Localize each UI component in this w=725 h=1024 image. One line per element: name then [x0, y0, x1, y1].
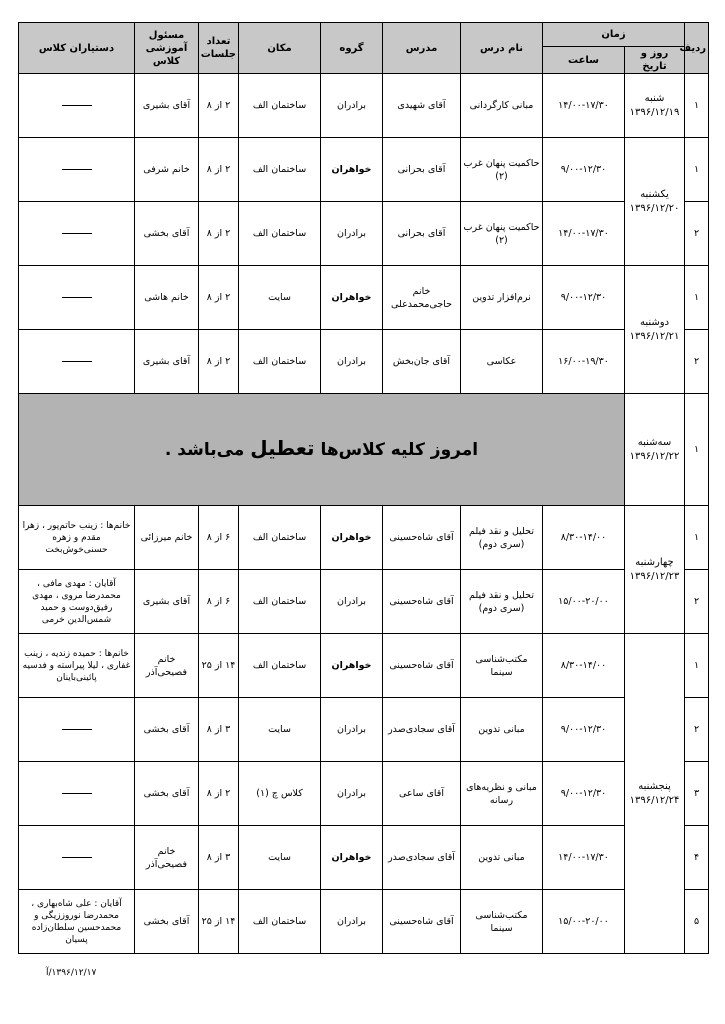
row-number: ۱	[685, 506, 709, 570]
day-name: شنبه	[644, 92, 665, 104]
table-row	[19, 330, 709, 394]
group-name: برادران	[321, 570, 383, 634]
group-name: برادران	[321, 330, 383, 394]
day-date-cell	[625, 394, 685, 506]
schedule-table	[18, 22, 709, 954]
schedule-body	[19, 74, 709, 954]
course-name: تحلیل و نقد فیلم (سری دوم)	[461, 570, 543, 634]
course-name: حاکمیت پنهان غرب (۲)	[461, 202, 543, 266]
row-number: ۵	[685, 890, 709, 954]
day-date-cell	[625, 266, 685, 394]
place-name: ساختمان الف	[239, 890, 321, 954]
course-name: عکاسی	[461, 330, 543, 394]
day-name: پنجشنبه	[638, 780, 671, 792]
assistants-none	[19, 762, 135, 826]
class-hour: ۸/۳۰-۱۴/۰۰	[543, 506, 625, 570]
day-name: دوشنبه	[639, 316, 670, 328]
class-hour: ۱۴/۰۰-۱۷/۳۰	[543, 74, 625, 138]
group-name: خواهران	[321, 266, 383, 330]
empty-dash	[62, 857, 92, 858]
day-date: ۱۳۹۶/۱۲/۲۲	[629, 450, 680, 462]
group-name: خواهران	[321, 634, 383, 698]
place-name: ساختمان الف	[239, 634, 321, 698]
table-row	[19, 762, 709, 826]
session-count: ۲ از ۸	[199, 74, 239, 138]
session-count: ۲ از ۸	[199, 762, 239, 826]
teacher-name: آقای شاه‌حسینی	[383, 506, 461, 570]
class-hour: ۱۵/۰۰-۲۰/۰۰	[543, 890, 625, 954]
teacher-name: آقای شاه‌حسینی	[383, 634, 461, 698]
table-row	[19, 890, 709, 954]
schedule-sheet	[18, 22, 708, 954]
session-count: ۶ از ۸	[199, 506, 239, 570]
class-hour: ۹/۰۰-۱۲/۳۰	[543, 266, 625, 330]
session-count: ۲ از ۸	[199, 138, 239, 202]
empty-dash	[62, 361, 92, 362]
responsible-name: خانم میرزائی	[135, 506, 199, 570]
course-name: مکتب‌شناسی سینما	[461, 890, 543, 954]
header-group: گروه	[321, 23, 383, 74]
responsible-name: خانم هاشی	[135, 266, 199, 330]
responsible-name: خانم شرفی	[135, 138, 199, 202]
teacher-name: آقای شاه‌حسینی	[383, 570, 461, 634]
course-name: مبانی کارگردانی	[461, 74, 543, 138]
responsible-name: آقای بشیری	[135, 330, 199, 394]
holiday-suffix: می‌باشد .	[164, 440, 245, 460]
row-number: ۱	[685, 394, 709, 506]
responsible-name: آقای بشیری	[135, 570, 199, 634]
teacher-name: خانم حاجی‌محمدعلی	[383, 266, 461, 330]
course-name: مبانی تدوین	[461, 698, 543, 762]
responsible-name: آقای بخشی	[135, 698, 199, 762]
course-name: تحلیل و نقد فیلم (سری دوم)	[461, 506, 543, 570]
table-row	[19, 698, 709, 762]
row-number: ۲	[685, 330, 709, 394]
responsible-name: خانم فصیحی‌آذر	[135, 634, 199, 698]
empty-dash	[62, 793, 92, 794]
empty-dash	[62, 297, 92, 298]
header-row-number: ردیف	[685, 23, 709, 74]
day-name: یکشنبه	[640, 188, 669, 200]
place-name: ساختمان الف	[239, 570, 321, 634]
assistants-none	[19, 330, 135, 394]
session-count: ۳ از ۸	[199, 698, 239, 762]
teacher-name: آقای ساعی	[383, 762, 461, 826]
day-date-cell	[625, 506, 685, 634]
footer-date: ۱۳۹۶/۱۲/۱۷/آ	[46, 968, 97, 978]
responsible-name: آقای بشیری	[135, 74, 199, 138]
header-day-date: روز و تاریخ	[625, 47, 685, 74]
holiday-notice	[19, 394, 625, 506]
teacher-name: آقای شاه‌حسینی	[383, 890, 461, 954]
course-name: مبانی و نظریه‌های رسانه	[461, 762, 543, 826]
row-number: ۲	[685, 570, 709, 634]
class-hour: ۸/۳۰-۱۴/۰۰	[543, 634, 625, 698]
header-responsible: مسئول آموزشی کلاس	[135, 23, 199, 74]
assistants-none	[19, 202, 135, 266]
class-hour: ۱۶/۰۰-۱۹/۳۰	[543, 330, 625, 394]
class-hour: ۹/۰۰-۱۲/۳۰	[543, 138, 625, 202]
place-name: ساختمان الف	[239, 138, 321, 202]
table-row	[19, 570, 709, 634]
teacher-name: آقای شهیدی	[383, 74, 461, 138]
day-date: ۱۳۹۶/۱۲/۱۹	[629, 106, 680, 118]
day-date-cell	[625, 634, 685, 954]
row-number: ۱	[685, 138, 709, 202]
group-name: خواهران	[321, 138, 383, 202]
teacher-name: آقای جان‌بخش	[383, 330, 461, 394]
place-name: کلاس چ (۱)	[239, 762, 321, 826]
group-name: برادران	[321, 890, 383, 954]
row-number: ۱	[685, 74, 709, 138]
empty-dash	[62, 729, 92, 730]
assistants-list: آقایان : علی شاه‌بهاری ، محمدرضا نوروززیگی و محمدحسین سلطان‌زاده پسیان	[19, 890, 135, 954]
header-course: نام درس	[461, 23, 543, 74]
header-hour: ساعت	[543, 47, 625, 74]
group-name: برادران	[321, 698, 383, 762]
teacher-name: آقای بحرانی	[383, 202, 461, 266]
assistants-none	[19, 826, 135, 890]
place-name: ساختمان الف	[239, 506, 321, 570]
day-date-cell	[625, 74, 685, 138]
table-row	[19, 74, 709, 138]
teacher-name: آقای سجادی‌صدر	[383, 698, 461, 762]
class-hour: ۹/۰۰-۱۲/۳۰	[543, 698, 625, 762]
empty-dash	[62, 105, 92, 106]
place-name: ساختمان الف	[239, 202, 321, 266]
header-sessions: تعداد جلسات	[199, 23, 239, 74]
assistants-list: خانم‌ها : زینب حاتم‌پور ، زهرا مقدم و زهره حسنی‌خوش‌بخت	[19, 506, 135, 570]
day-name: سه‌شنبه	[637, 436, 672, 448]
place-name: سایت	[239, 826, 321, 890]
empty-dash	[62, 233, 92, 234]
place-name: سایت	[239, 698, 321, 762]
table-row	[19, 138, 709, 202]
course-name: مکتب‌شناسی سینما	[461, 634, 543, 698]
row-number: ۱	[685, 634, 709, 698]
day-name: چهارشنبه	[635, 556, 674, 568]
responsible-name: خانم فصیحی‌آذر	[135, 826, 199, 890]
responsible-name: آقای بخشی	[135, 890, 199, 954]
place-name: ساختمان الف	[239, 330, 321, 394]
place-name: سایت	[239, 266, 321, 330]
table-row	[19, 826, 709, 890]
session-count: ۳ از ۸	[199, 826, 239, 890]
table-row	[19, 202, 709, 266]
group-name: خواهران	[321, 506, 383, 570]
empty-dash	[62, 169, 92, 170]
table-row	[19, 634, 709, 698]
session-count: ۲ از ۸	[199, 202, 239, 266]
group-name: خواهران	[321, 826, 383, 890]
table-row	[19, 266, 709, 330]
header-time: زمان	[543, 23, 685, 47]
class-hour: ۱۴/۰۰-۱۷/۳۰	[543, 826, 625, 890]
class-hour: ۱۴/۰۰-۱۷/۳۰	[543, 202, 625, 266]
assistants-none	[19, 266, 135, 330]
day-date: ۱۳۹۶/۱۲/۲۰	[629, 202, 680, 214]
session-count: ۱۴ از ۲۵	[199, 890, 239, 954]
day-date: ۱۳۹۶/۱۲/۲۱	[629, 330, 680, 342]
session-count: ۱۴ از ۲۵	[199, 634, 239, 698]
table-row	[19, 506, 709, 570]
responsible-name: آقای بخشی	[135, 762, 199, 826]
row-number: ۲	[685, 698, 709, 762]
day-date-cell	[625, 138, 685, 266]
session-count: ۶ از ۸	[199, 570, 239, 634]
header-place: مکان	[239, 23, 321, 74]
header-teacher: مدرس	[383, 23, 461, 74]
place-name: ساختمان الف	[239, 74, 321, 138]
holiday-row	[19, 394, 709, 506]
course-name: مبانی تدوین	[461, 826, 543, 890]
session-count: ۲ از ۸	[199, 266, 239, 330]
row-number: ۳	[685, 762, 709, 826]
assistants-none	[19, 698, 135, 762]
course-name: حاکمیت پنهان غرب (۲)	[461, 138, 543, 202]
group-name: برادران	[321, 762, 383, 826]
teacher-name: آقای بحرانی	[383, 138, 461, 202]
class-hour: ۹/۰۰-۱۲/۳۰	[543, 762, 625, 826]
row-number: ۱	[685, 266, 709, 330]
teacher-name: آقای سجادی‌صدر	[383, 826, 461, 890]
holiday-text: امروز کلیه کلاس‌ها	[320, 440, 479, 460]
assistants-none	[19, 138, 135, 202]
row-number: ۲	[685, 202, 709, 266]
row-number: ۴	[685, 826, 709, 890]
assistants-none	[19, 74, 135, 138]
day-date: ۱۳۹۶/۱۲/۲۳	[629, 570, 680, 582]
group-name: برادران	[321, 202, 383, 266]
day-date: ۱۳۹۶/۱۲/۲۴	[629, 794, 680, 806]
holiday-emphasis: تعطیل	[250, 436, 315, 460]
session-count: ۲ از ۸	[199, 330, 239, 394]
assistants-list: خانم‌ها : حمیده زندیه ، زینب غفاری ، لیلا پیراسته و فدسیه پائینی‌باینان	[19, 634, 135, 698]
header-assistants: دستیاران کلاس	[19, 23, 135, 74]
class-hour: ۱۵/۰۰-۲۰/۰۰	[543, 570, 625, 634]
responsible-name: آقای بخشی	[135, 202, 199, 266]
course-name: نرم‌افزار تدوین	[461, 266, 543, 330]
assistants-list: آقایان : مهدی مافی ، محمدرضا مروی ، مهدی رفیق‌دوست و حمید شمس‌الدین خرمی	[19, 570, 135, 634]
group-name: برادران	[321, 74, 383, 138]
